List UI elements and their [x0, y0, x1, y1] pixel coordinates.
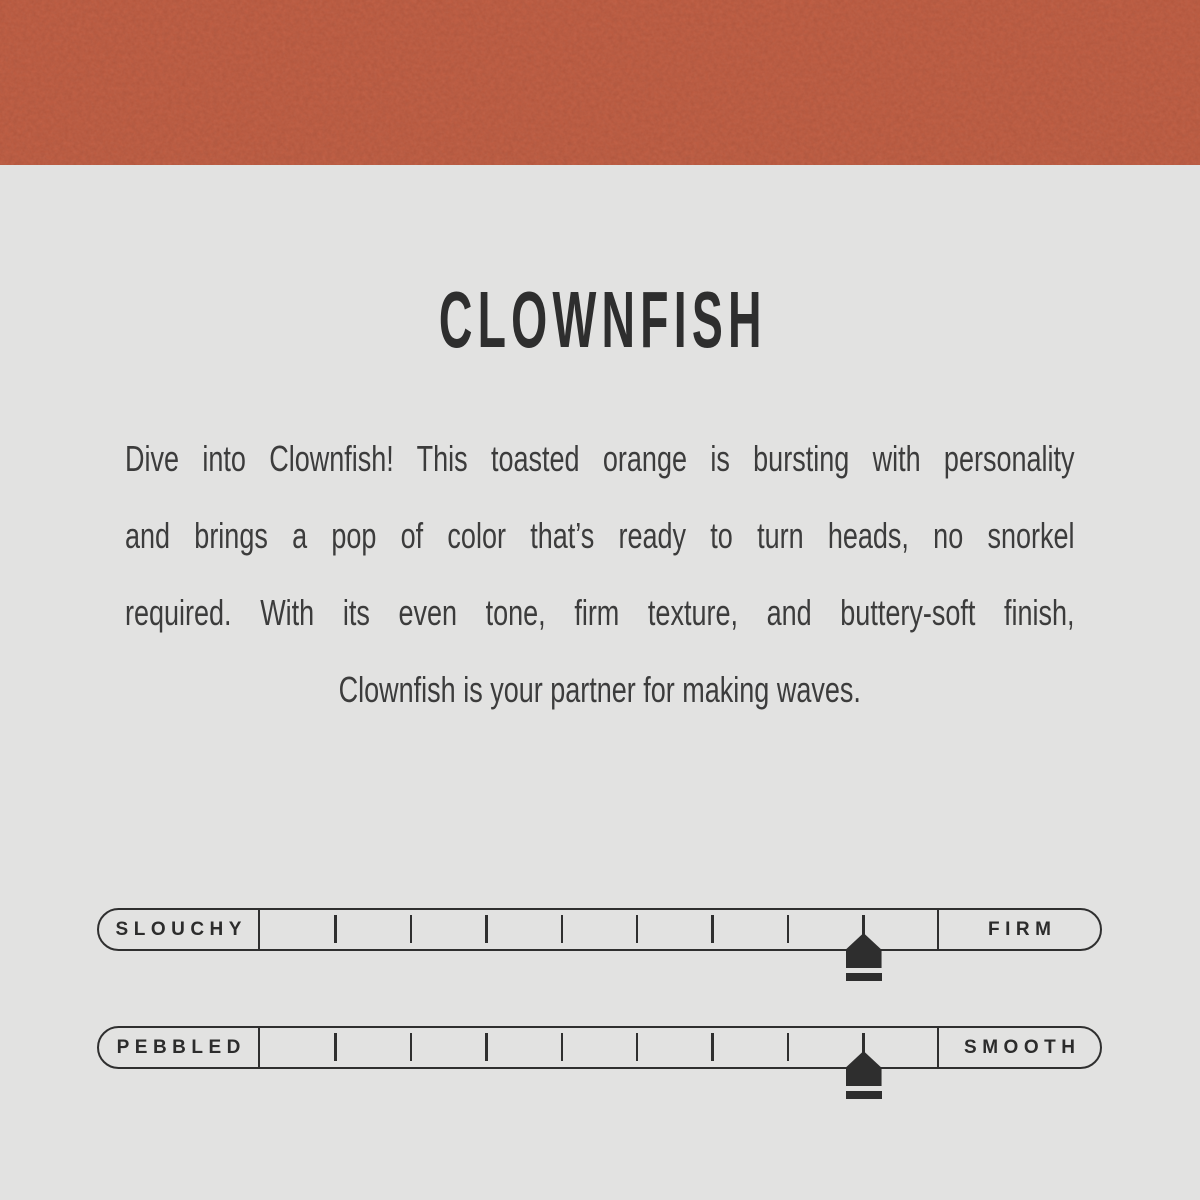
marker-bar-icon [846, 973, 882, 981]
marker-arrow-icon [846, 1051, 882, 1086]
scale-divider-left [258, 910, 261, 949]
description-line: Clownfish is your partner for making waves. [338, 669, 861, 710]
scale-tick [636, 915, 639, 943]
scale-tick [334, 1033, 337, 1061]
scale-tick [561, 1033, 564, 1061]
description-line: Dive into Clownfish! This toasted orange is bursting with personality [125, 438, 1075, 479]
scale-tick [787, 915, 790, 943]
scale-left-label: PEBBLED [116, 1037, 246, 1058]
title-row [0, 275, 1200, 364]
scale-tick [561, 915, 564, 943]
scale-tick [485, 1033, 488, 1061]
description-line: required. With its even tone, firm texture, and buttery-soft finish, [125, 592, 1075, 633]
scale-right-label: SMOOTH [964, 1037, 1081, 1058]
leather-swatch-image [0, 0, 1200, 165]
leather-texture [0, 0, 1200, 165]
scale-tick [636, 1033, 639, 1061]
scale-tick [711, 915, 714, 943]
marker-arrow-icon [846, 933, 882, 968]
scale-tick [485, 915, 488, 943]
scale-tick [787, 1033, 790, 1061]
scale-tick [711, 1033, 714, 1061]
scale-tick [334, 915, 337, 943]
description-line: and brings a pop of color that’s ready to turn heads, no snorkel [125, 515, 1075, 556]
scale-tick [410, 915, 413, 943]
texture-scale [97, 1026, 1102, 1126]
marker-bar-icon [846, 1091, 882, 1099]
color-description [125, 420, 1075, 728]
scale-tick [410, 1033, 413, 1061]
firmness-scale [97, 908, 1102, 1008]
scale-divider-left [258, 1028, 261, 1067]
scale-right-label: FIRM [988, 919, 1057, 940]
scale-left-label: SLOUCHY [115, 919, 247, 940]
scale-marker-icon [846, 933, 882, 981]
scale-marker-icon [846, 1051, 882, 1099]
page-title: CLOWNFISH [438, 275, 767, 364]
